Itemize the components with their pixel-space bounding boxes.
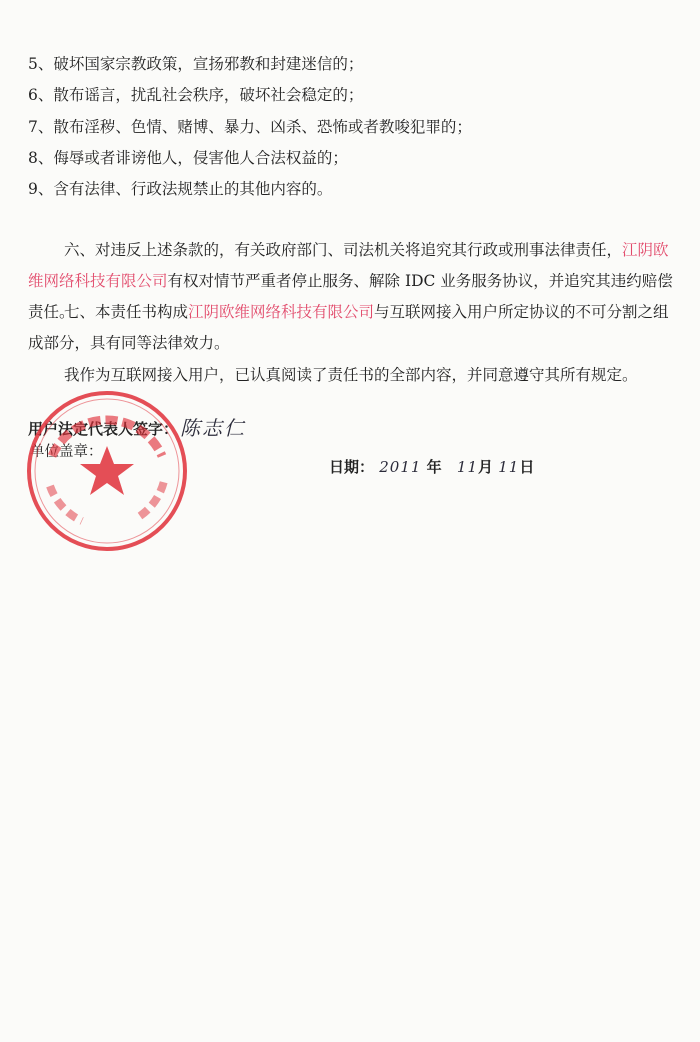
list-item: 6、散布谣言，扰乱社会秩序，破坏社会稳定的； xyxy=(28,86,364,104)
seal-text-arc-right xyxy=(140,481,164,516)
list-item: 8、侮辱或者诽谤他人，侵害他人合法权益的； xyxy=(28,149,348,167)
declaration-text: 我作为互联网接入用户，已认真阅读了责任书的全部内容，并同意遵守其所有规定。 xyxy=(64,366,638,384)
para7-text-before: 七、本责任书构成 xyxy=(64,303,189,321)
date-day-unit: 日 xyxy=(519,458,535,476)
company-name: 江阴欧维网络科技有限公司 xyxy=(28,241,669,290)
list-item: 5、破坏国家宗教政策，宣扬邪教和封建迷信的； xyxy=(28,55,364,73)
date-line xyxy=(329,456,534,477)
date-month: 11 xyxy=(456,458,479,476)
date-month-unit: 月 xyxy=(478,458,494,476)
seal-label: 单位盖章： xyxy=(30,444,103,460)
list-item: 9、含有法律、行政法规禁止的其他内容的。 xyxy=(28,180,333,198)
date-label: 日期： xyxy=(329,458,375,476)
star-icon xyxy=(80,446,134,495)
company-name: 江阴欧维网络科技有限公司 xyxy=(188,303,375,321)
signature-label: 用户法定代表人签字： xyxy=(28,420,179,438)
para6-text-before: 六、对违反上述条款的，有关政府部门、司法机关将追究其行政或刑事法律责任， xyxy=(64,241,623,259)
date-year-unit: 年 xyxy=(426,458,442,476)
paragraph-seven xyxy=(28,297,678,359)
seal-text-arc-lower xyxy=(50,486,82,521)
para7-text-after: 与互联网接入用户所定协议的不可分割之组成部分，具有同等法律效力。 xyxy=(28,303,669,352)
list-item: 7、散布淫秽、色情、赌博、暴力、凶杀、恐怖或者教唆犯罪的； xyxy=(28,118,472,136)
date-day: 11 xyxy=(498,458,520,476)
company-seal-stamp xyxy=(22,386,192,556)
date-year: 2011 xyxy=(379,458,422,476)
handwritten-signature: 陈志仁 xyxy=(180,416,246,440)
para6-text-after: 有权对情节严重者停止服务、解除 IDC 业务服务协议，并追究其违约赔偿责任。 xyxy=(28,272,673,321)
